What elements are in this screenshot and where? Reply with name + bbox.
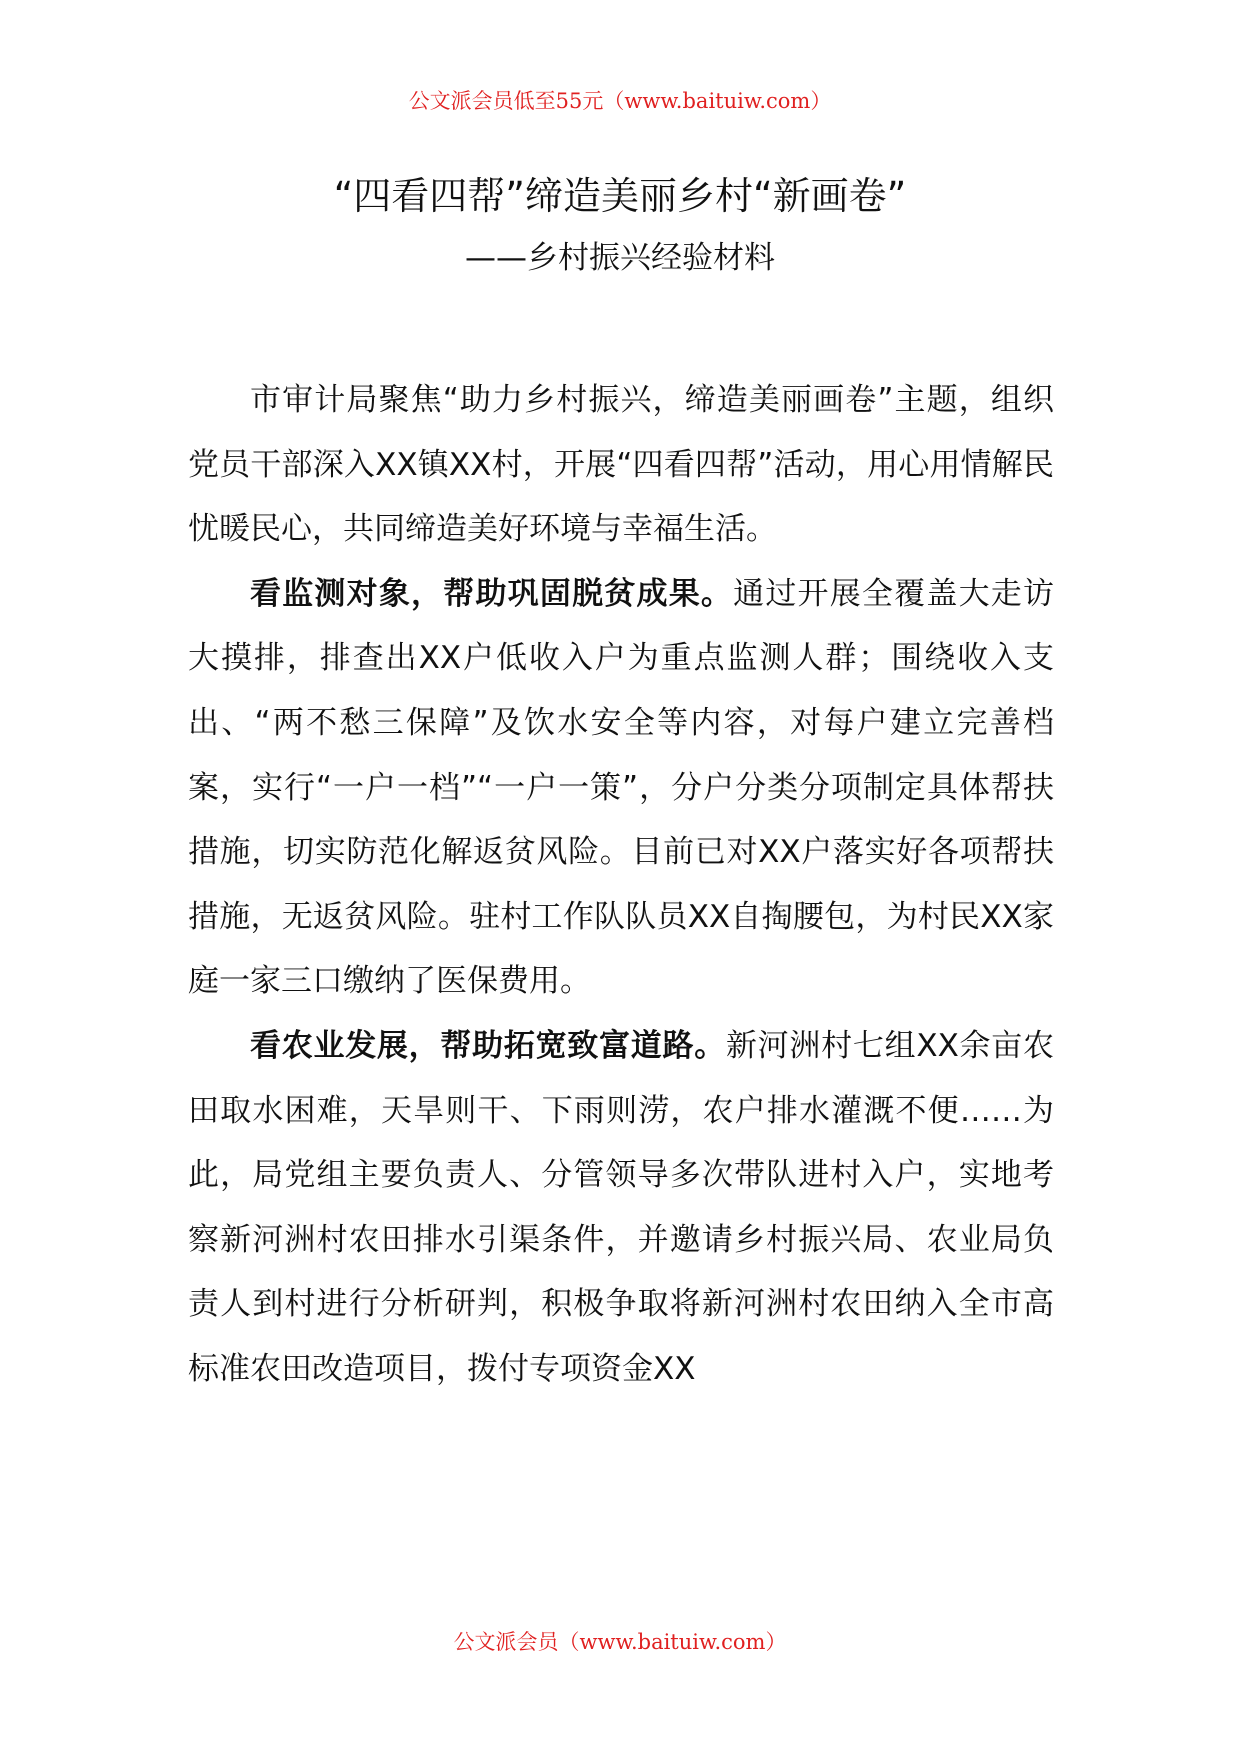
paragraph-monitoring <box>188 562 1054 1014</box>
document-subtitle: ——乡村振兴经验材料 <box>465 240 775 276</box>
paragraph-lead: 看监测对象，帮助巩固脱贫成果。 <box>250 575 734 612</box>
header-banner: 公文派会员低至55元（www.baituiw.com） <box>408 89 832 113</box>
document-title: “四看四帮”缔造美丽乡村“新画卷” <box>333 174 907 218</box>
paragraph-text: 新河洲村七组XX余亩农田取水困难，天旱则干、下雨则涝，农户排水灌溉不便……为此，局党组主要负责人、分管领导多次带队进村入户，实地考察新河洲村农田排水引渠条件，并邀请乡村振兴局、农业局负责人到村进行分析研判，积极争取将新河洲村农田纳入全市高标准农田改造项目，拨付专项资金XX <box>188 1027 1054 1387</box>
paragraph-text: 通过开展全覆盖大走访大摸排，排查出XX户低收入户为重点监测人群；围绕收入支出、“两不愁三保障”及饮水安全等内容，对每户建立完善档案，实行“一户一档”“一户一策”，分户分类分项制定具体帮扶措施，切实防范化解返贫风险。目前已对XX户落实好各项帮扶措施，无返贫风险。驻村工作队队员XX自掏腰包，为村民XX家庭一家三口缴纳了医保费用。 <box>188 575 1054 1000</box>
paragraph-agriculture <box>188 1014 1054 1402</box>
document-body <box>188 368 1054 1402</box>
paragraph-intro <box>188 368 1054 562</box>
paragraph-text: 市审计局聚焦“助力乡村振兴，缔造美丽画卷”主题，组织党员干部深入XX镇XX村，开展“四看四帮”活动，用心用情解民忧暖民心，共同缔造美好环境与幸福生活。 <box>188 382 1054 548</box>
footer-banner: 公文派会员（www.baituiw.com） <box>453 1630 787 1654</box>
paragraph-lead: 看农业发展，帮助拓宽致富道路。 <box>250 1027 726 1064</box>
